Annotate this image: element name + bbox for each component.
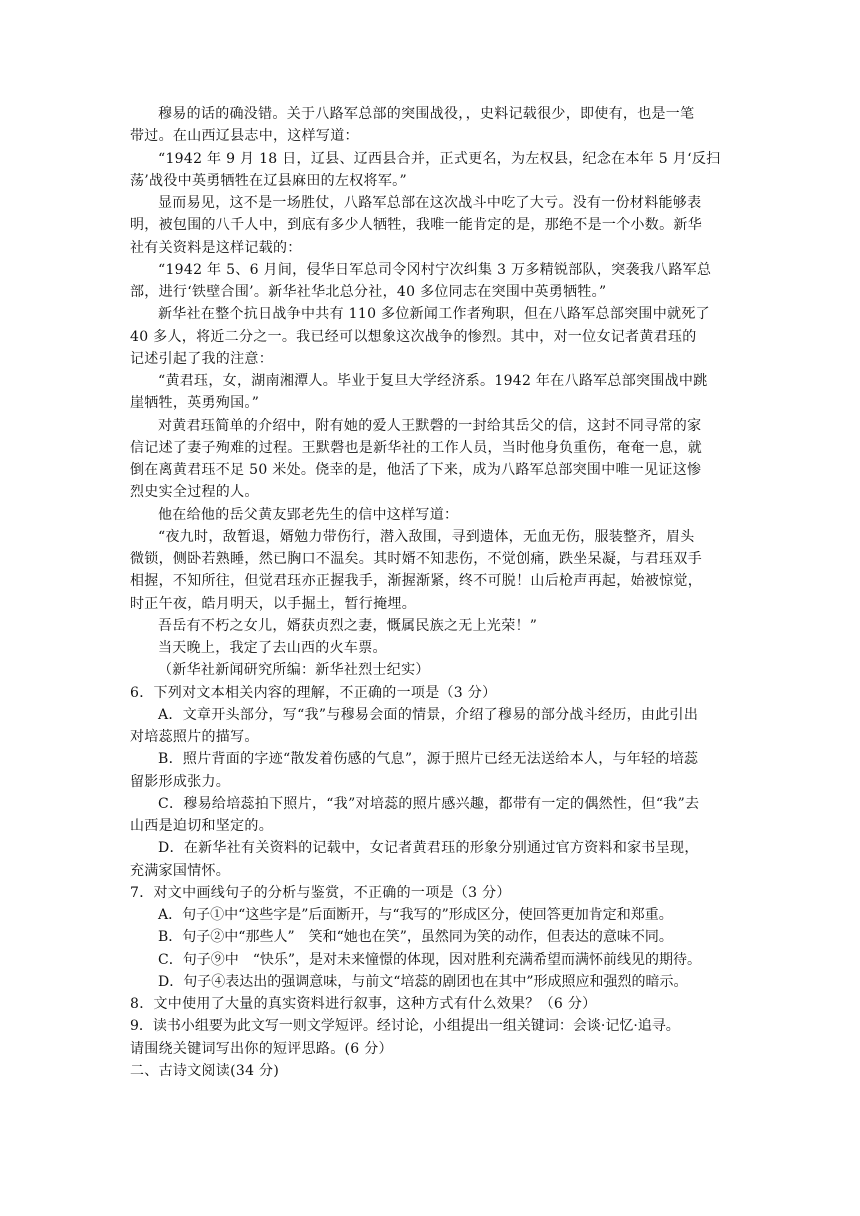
quote-line: “1942 年 5、6 月间，侵华日军总司令冈村宁次纠集 3 万多精锐部队，突袭我八路军总 [158,261,712,278]
answer-option: A．文章开头部分，写“我”与穆易会面的情景，介绍了穆易的部分战斗经历，由此引出 [158,706,699,723]
letter-line: 相握，不知所往，但觉君珏亦正握我手，渐握渐紧，终不可脱！山后枪声再起，始被惊觉， [130,573,702,590]
paragraph-line: 对黄君珏简单的介绍中，附有她的爱人王默磬的一封给其岳父的信，这封不同寻常的家 [158,417,702,434]
paragraph-line: 明，被包围的八千人中，到底有多少人牺牲，我唯一能肯定的是，那绝不是一个小数。新华 [130,217,702,234]
quote-line: “1942 年 9 月 18 日，辽县、辽西县合并，正式更名，为左权县，纪念在本年 5 月‘反扫 [158,150,721,167]
answer-option: B．照片背面的字迹“散发着伤感的气息”，源于照片已经无法送给本人，与年轻的培蕊 [158,751,699,768]
document-body [130,103,730,1082]
paragraph-line: 社有关资料是这样记载的： [130,239,302,256]
quote-line: 部，进行‘铁壁合围’。新华社华北总分社，40 多位同志在突围中英勇牺牲。” [130,284,607,300]
letter-line: 吾岳有不朽之女儿，婿获贞烈之妻，慨属民族之无上光荣！” [158,617,538,634]
paragraph-line: 40 多人，将近二分之一。我已经可以想象这次战争的惨烈。其中，对一位女记者黄君珏的 [130,328,697,345]
letter-line: 微锁，侧卧若熟睡，然已胸口不温矣。其时婿不知悲伤，不觉创痛，跌坐呆凝，与君珏双手 [130,551,702,567]
answer-option: A．句子①中“这些字是”后面断开，与“我写的”形成区分，使回答更加肯定和郑重。 [158,907,673,923]
answer-option: 留影形成张力。 [130,773,231,790]
quote-line: 荡’战役中英勇牺牲在辽县麻田的左权将军。” [130,172,407,189]
paragraph-line: 信记述了妻子殉难的过程。王默磬也是新华社的工作人员，当时他身负重伤，奄奄一息，就 [130,439,702,456]
paragraph-line: 倒在离黄君珏不足 50 米处。侥幸的是，他活了下来，成为八路军总部突围中唯一见证这惨 [130,462,702,478]
quote-line: “黄君珏，女，湖南湘潭人。毕业于复旦大学经济系。1942 年在八路军总部突围战中跳 [158,373,708,389]
paragraph-line: 他在给他的岳父黄友郢老先生的信中这样写道： [158,506,459,523]
question-stem: 9．读书小组要为此文写一则文学短评。经讨论，小组提出一组关键词：会谈·记忆·追寻。 [130,1018,680,1035]
question-stem: 7．对文中画线句子的分析与鉴赏，不正确的一项是（3 分） [130,884,511,901]
question-stem: 6．下列对文本相关内容的理解，不正确的一项是（3 分） [130,684,497,701]
question-stem: 请围绕关键词写出你的短评思路。(6 分） [130,1040,393,1057]
quote-line: 崖牺牲，英勇殉国。” [130,395,260,412]
letter-line: “夜九时，敌暂退，婿勉力带伤行，潜入敌围，寻到遗体，无血无伤，服装整齐，眉头 [158,528,695,545]
letter-line: 时正午夜，皓月明天，以手掘土，暂行掩埋。 [130,595,416,612]
paragraph-line: 当天晚上，我定了去山西的火车票。 [158,640,387,656]
answer-option: C．句子⑨中 “快乐”，是对未来憧憬的体现，因对胜利充满希望而满怀前线见的期待。 [158,951,702,968]
section-heading: 二、古诗文阅读(34 分) [130,1062,280,1079]
answer-option: C．穆易给培蕊拍下照片，“我”对培蕊的照片感兴趣，都带有一定的偶然性，但“我”去 [158,795,700,812]
paragraph-line: 显而易见，这不是一场胜仗，八路军总部在这次战斗中吃了大亏。没有一份材料能够表 [158,195,702,211]
paragraph-line: 烈史实全过程的人。 [130,484,259,501]
answer-option: 充满家国情怀。 [130,862,231,879]
question-stem: 8．文中使用了大量的真实资料进行叙事，这种方式有什么效果？（6 分） [130,996,597,1012]
answer-option: 山西是迫切和坚定的。 [130,818,273,834]
source-citation: （新华社新闻研究所编：新华社烈士纪实） [158,662,430,679]
paragraph-line: 新华社在整个抗日战争中共有 110 多位新闻工作者殉职，但在八路军总部突围中就死了 [158,306,710,323]
answer-option: D．在新华社有关资料的记载中，女记者黄君珏的形象分别通过官方资料和家书呈现， [158,840,699,857]
paragraph-line: 记述引起了我的注意： [130,350,273,367]
answer-option: B．句子②中“那些人” 笑和“她也在笑”，虽然同为笑的动作，但表达的意味不同。 [158,929,673,946]
answer-option: 对培蕊照片的描写。 [130,729,259,745]
paragraph-line: 带过。在山西辽县志中，这样写道： [130,128,359,145]
paragraph-line: 穆易的话的确没错。关于八路军总部的突围战役，，史料记载很少，即使有，也是一笔 [158,106,695,122]
answer-option: D．句子④表达出的强调意味，与前文“培蕊的剧团也在其中”形成照应和强烈的暗示。 [158,973,688,990]
